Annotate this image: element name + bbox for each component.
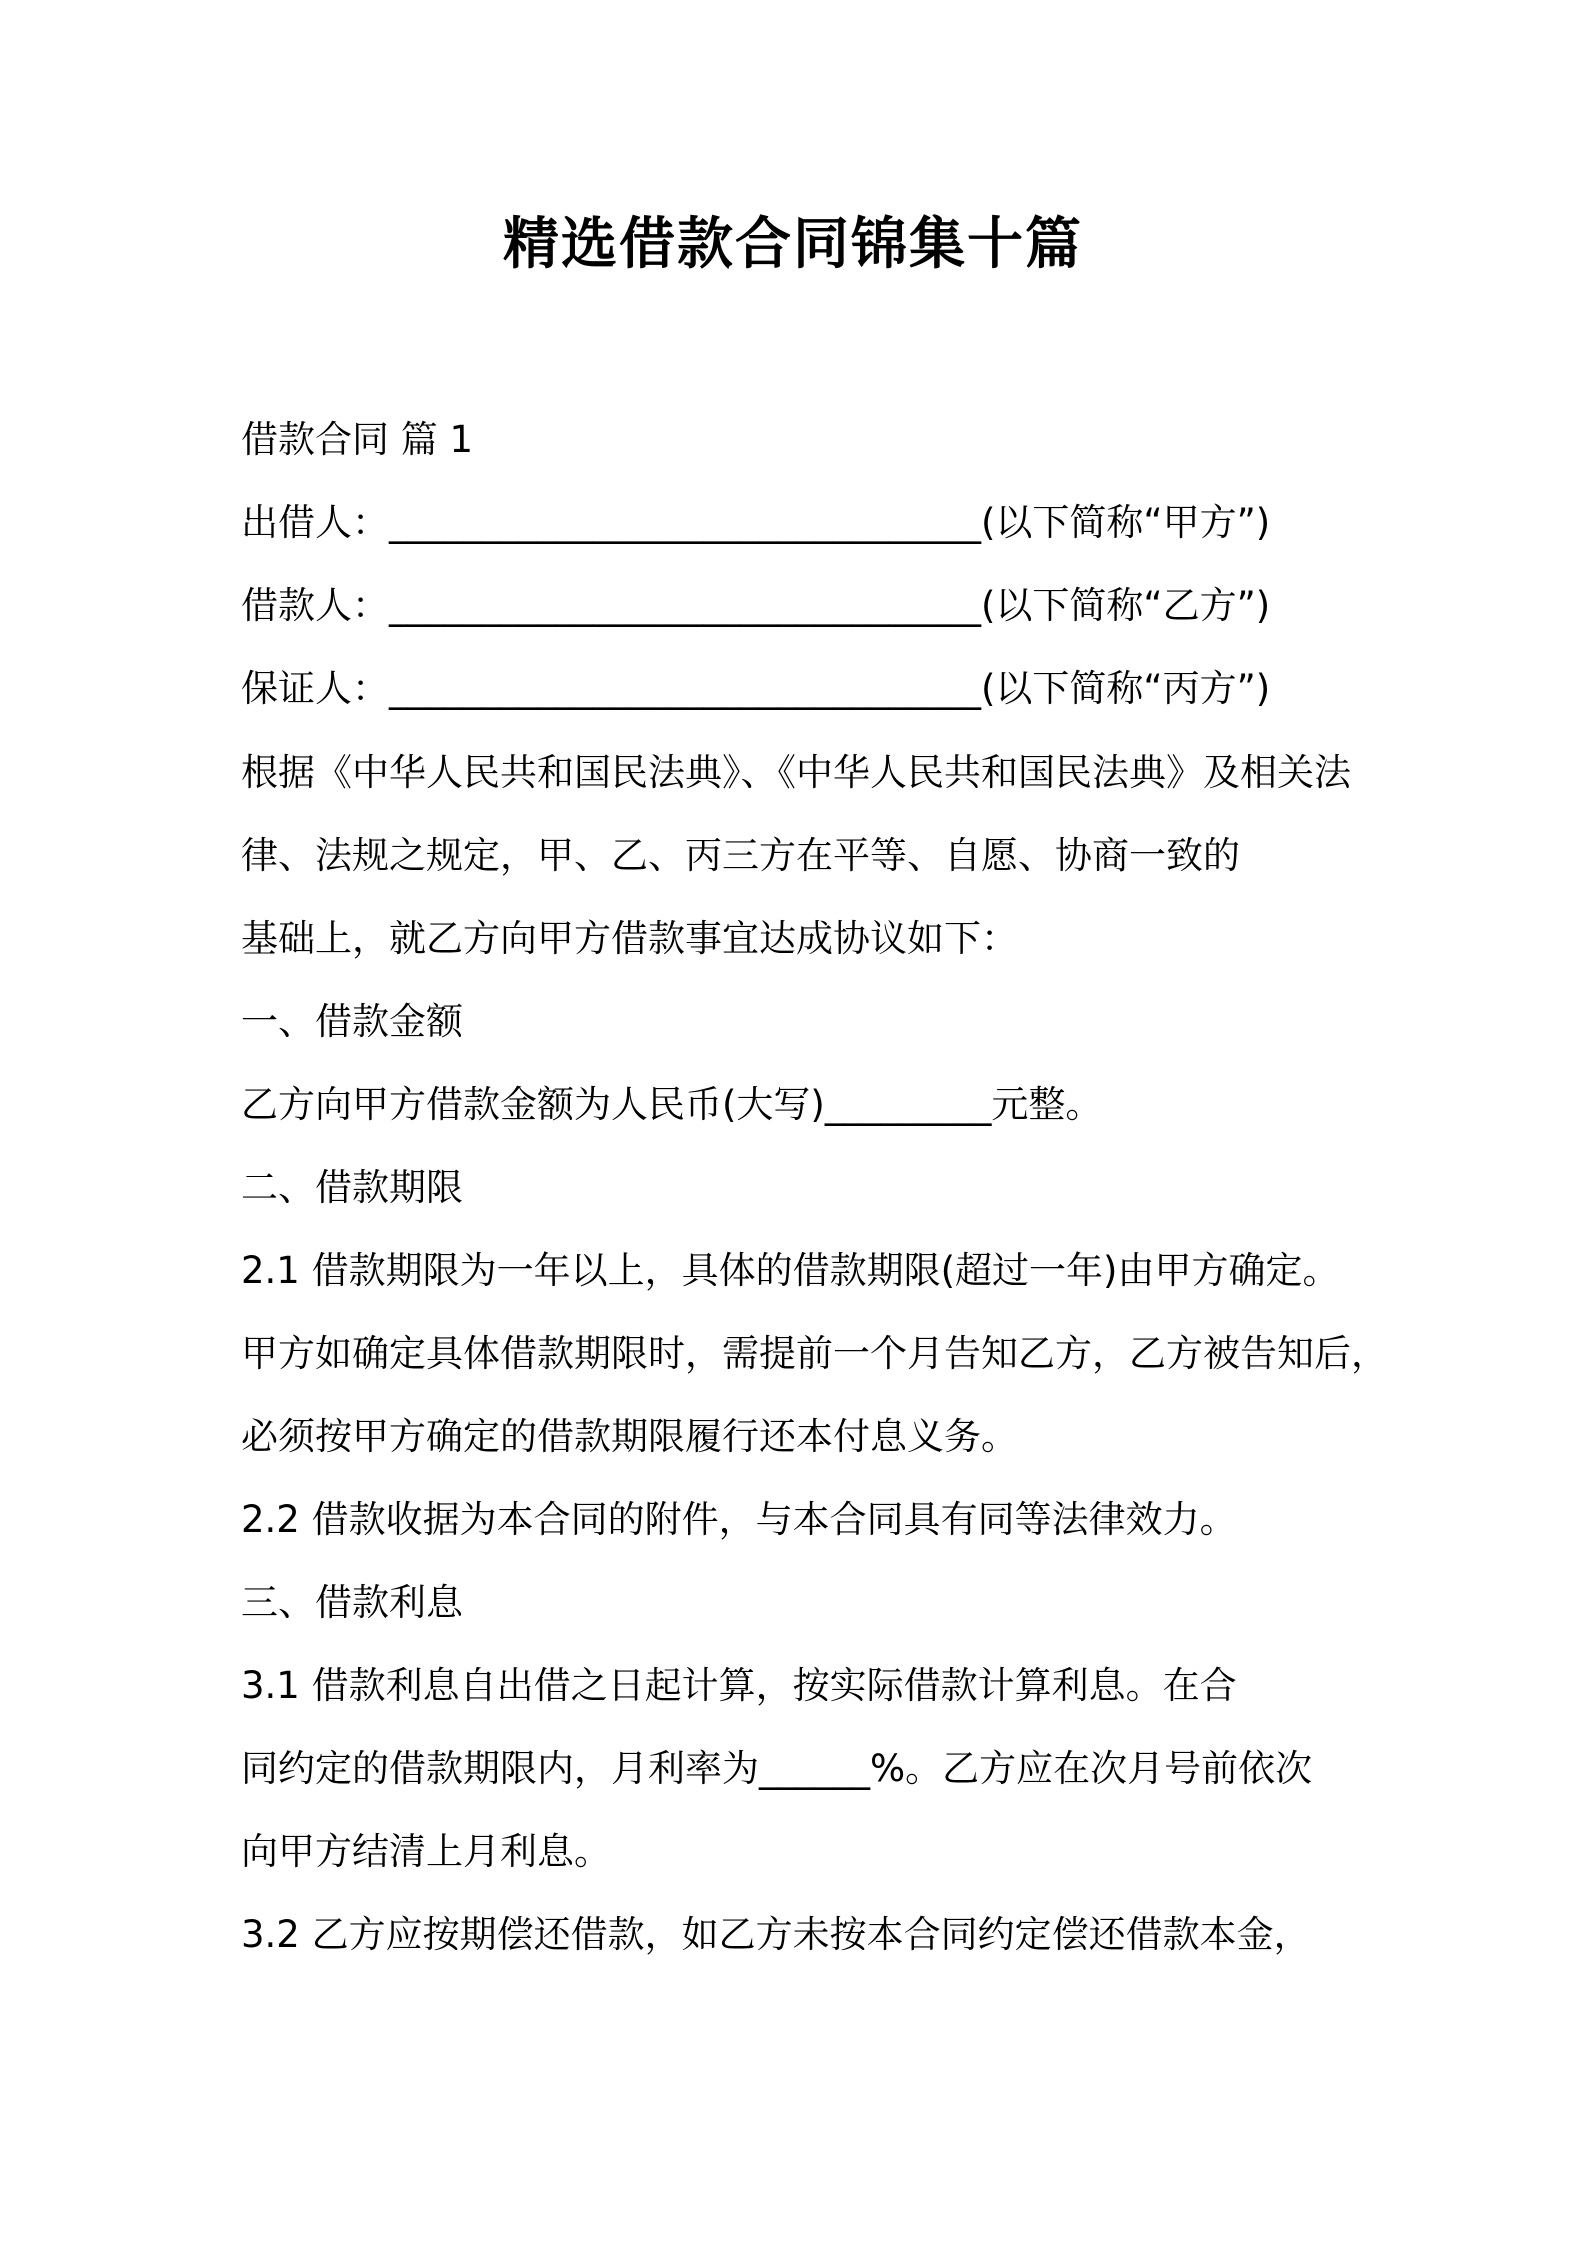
section-heading: 借款合同 篇 1: [241, 418, 474, 461]
paragraph-line: 必须按甲方确定的借款期限履行还本付息义务。: [241, 1415, 1018, 1458]
clause-heading: 二、借款期限: [241, 1166, 463, 1209]
document-title: 精选借款合同锦集十篇: [503, 212, 1083, 277]
paragraph-line: 基础上，就乙方向甲方借款事宜达成协议如下：: [241, 917, 1018, 960]
paragraph-line: 2.2 借款收据为本合同的附件，与本合同具有同等法律效力。: [241, 1498, 1237, 1541]
lender-line: 出借人：________________________________(以下简称“甲方”): [241, 501, 1271, 544]
paragraph-line: 2.1 借款期限为一年以上，具体的借款期限(超过一年)由甲方确定。: [241, 1249, 1340, 1292]
clause-heading: 三、借款利息: [241, 1581, 463, 1624]
paragraph-line: 律、法规之规定，甲、乙、丙三方在平等、自愿、协商一致的: [241, 834, 1240, 877]
paragraph-line: 甲方如确定具体借款期限时，需提前一个月告知乙方，乙方被告知后，: [241, 1332, 1388, 1375]
paragraph-line: 3.1 借款利息自出借之日起计算，按实际借款计算利息。在合: [241, 1664, 1237, 1707]
clause-heading: 一、借款金额: [241, 1000, 463, 1043]
borrower-line: 借款人：________________________________(以下简称“乙方”): [241, 584, 1271, 627]
paragraph-line: 根据《中华人民共和国民法典》、《中华人民共和国民法典》及相关法: [241, 751, 1351, 794]
paragraph-line: 3.2 乙方应按期偿还借款，如乙方未按本合同约定偿还借款本金，: [241, 1913, 1311, 1956]
paragraph-line: 向甲方结清上月利息。: [241, 1830, 611, 1873]
guarantor-line: 保证人：________________________________(以下简称“丙方”): [241, 667, 1271, 710]
paragraph-line: 同约定的借款期限内，月利率为______%。乙方应在次月号前依次: [241, 1747, 1313, 1790]
paragraph-line: 乙方向甲方借款金额为人民币(大写)_________元整。: [241, 1083, 1103, 1126]
